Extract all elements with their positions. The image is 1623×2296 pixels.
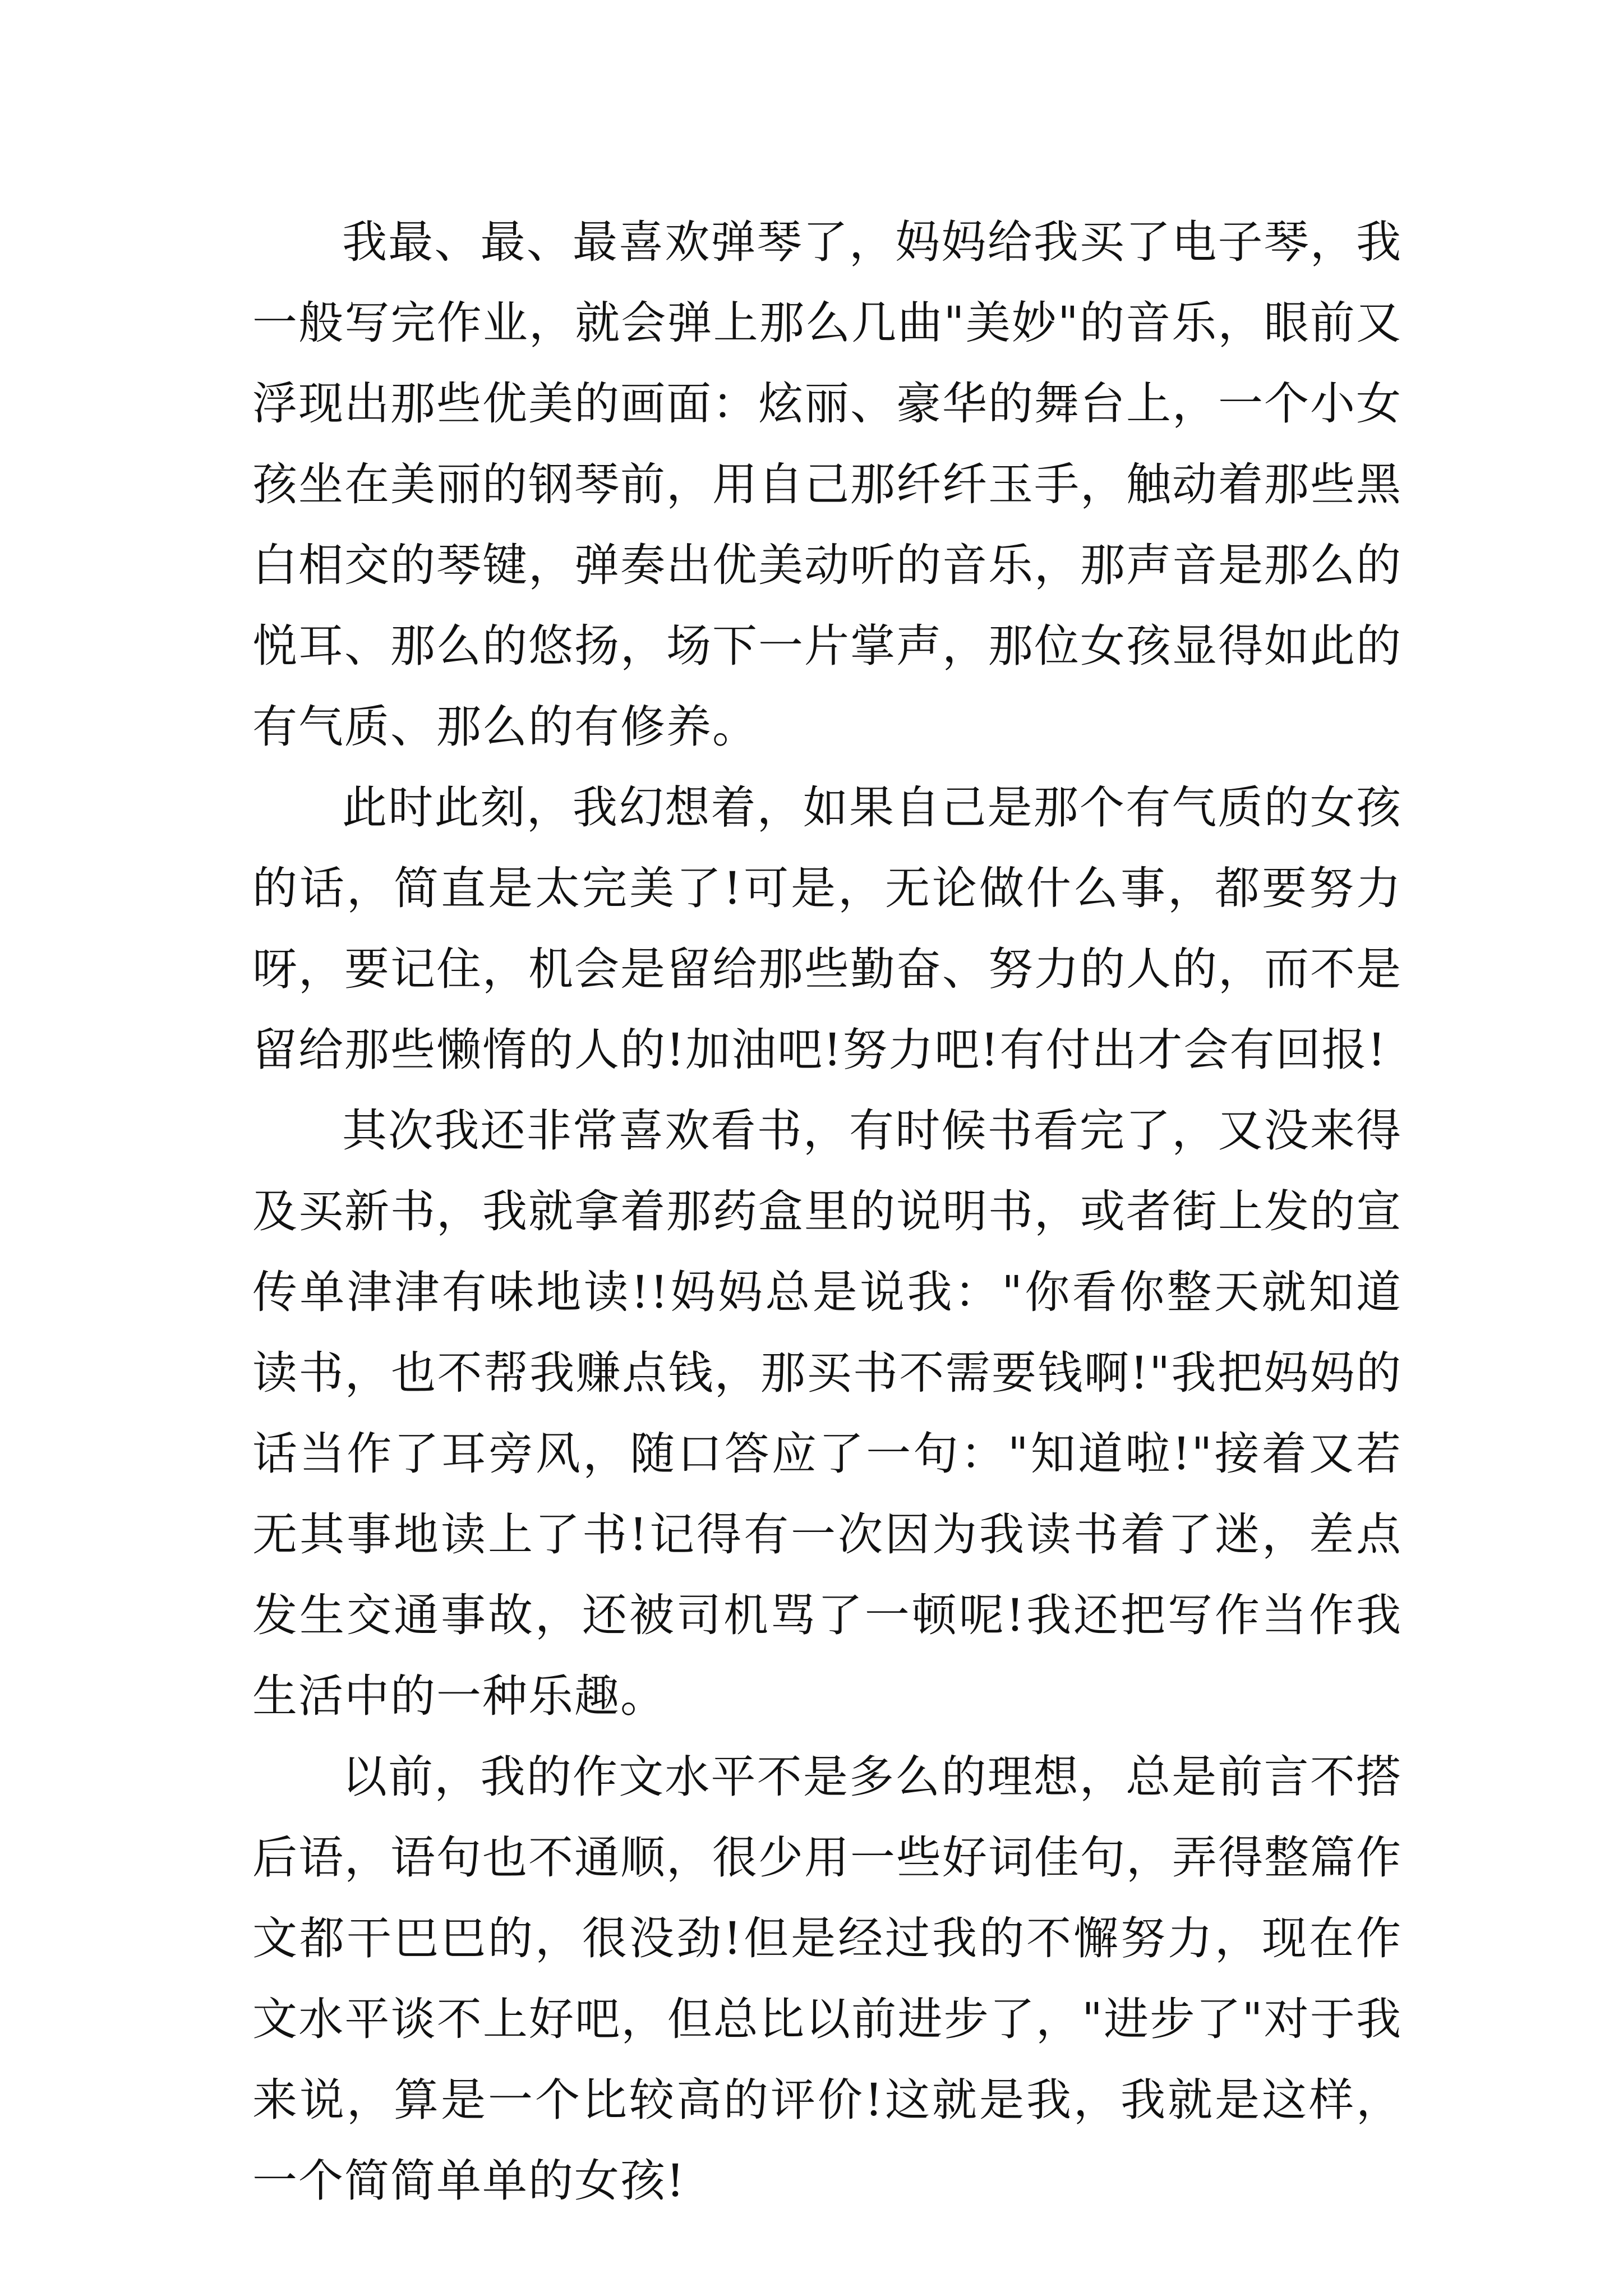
paragraph-3: 其次我还非常喜欢看书，有时候书看完了，又没来得及买新书，我就拿着那药盒里的说明书，或者街上发的宣传单津津有味地读!!妈妈总是说我："你看你整天就知道读书，也不帮我赚点钱，那买书不需要钱啊!"我把妈妈的话当作了耳旁风，随口答应了一句："知道啦!"接着又若无其事地读上了书!记得有一次因为我读书着了迷，差点发生交通事故，还被司机骂了一顿呢!我还把写作当作我生活中的一种乐趣。 [252, 1105, 1402, 1722]
paragraph-2: 此时此刻，我幻想着，如果自己是那个有气质的女孩的话，简直是太完美了!可是，无论做什么事，都要努力呀，要记住，机会是留给那些勤奋、努力的人的，而不是留给那些懒惰的人的!加油吧!努力吧!有付出才会有回报! [252, 781, 1402, 1076]
paragraph-4: 以前，我的作文水平不是多么的理想，总是前言不搭后语，语句也不通顺，很少用一些好词佳句，弄得整篇作文都干巴巴的，很没劲!但是经过我的不懈努力，现在作文水平谈不上好吧，但总比以前进步了，"进步了"对于我来说，算是一个比较高的评价!这就是我，我就是这样，一个简简单单的女孩! [252, 1751, 1402, 2207]
paragraph-1: 我最、最、最喜欢弹琴了，妈妈给我买了电子琴，我一般写完作业，就会弹上那么几曲"美妙"的音乐，眼前又浮现出那些优美的画面：炫丽、豪华的舞台上，一个小女孩坐在美丽的钢琴前，用自己那纤纤玉手，触动着那些黑白相交的琴键，弹奏出优美动听的音乐，那声音是那么的悦耳、那么的悠扬，场下一片掌声，那位女孩显得如此的有气质、那么的有修养。 [252, 216, 1402, 753]
essay-body [252, 202, 1402, 2221]
